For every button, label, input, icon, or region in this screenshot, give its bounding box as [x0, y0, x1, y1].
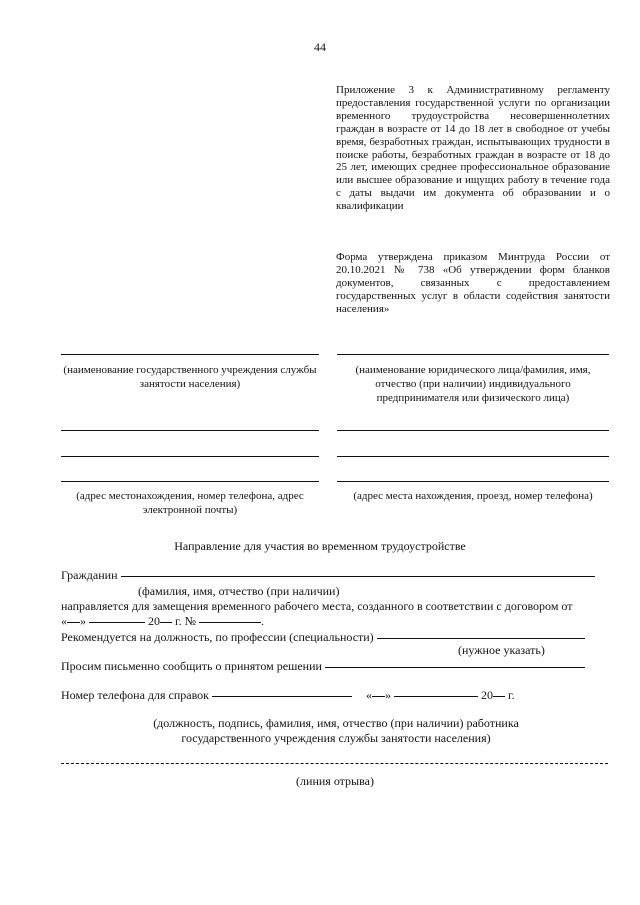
- cut-line: [61, 763, 608, 764]
- sent-text: направляется для замещения временного рабочего места, созданного в соответствии с договором от: [61, 599, 573, 613]
- contract-day-field[interactable]: [67, 611, 80, 623]
- phone-month-field[interactable]: [394, 685, 478, 697]
- decision-field[interactable]: [325, 656, 585, 668]
- left-address-caption: (адрес местонахождения, номер телефона, адрес электронной почты): [76, 490, 304, 516]
- right-name-line[interactable]: [337, 354, 609, 355]
- phone-number-field[interactable]: [212, 685, 352, 697]
- right-address-line-1[interactable]: [337, 430, 609, 431]
- request-row: [61, 658, 585, 674]
- form-approval-note: Форма утверждена приказом Минтруда России от 20.10.2021 № 738 «Об утверждении форм бланков документов, связанных с предоставлением государственных услуг в области содействия занятости населения»: [336, 251, 610, 315]
- right-address-line-3[interactable]: [337, 481, 609, 482]
- contract-date-row: « » 20 г. № .: [61, 613, 264, 629]
- left-name-line[interactable]: [61, 354, 319, 355]
- citizen-label: Гражданин: [61, 568, 118, 582]
- phone-day-field[interactable]: [372, 685, 385, 697]
- signature-caption: (должность, подпись, фамилия, имя, отчество (при наличии) работника государственного учреждения службы занятости населения): [153, 716, 519, 745]
- phone-year-field[interactable]: [493, 685, 505, 697]
- left-address-line-1[interactable]: [61, 430, 319, 431]
- form-title: Направление для участия во временном трудоустройстве: [174, 539, 466, 553]
- contract-year-field[interactable]: [160, 611, 172, 623]
- left-name-caption: (наименование государственного учреждения службы занятости населения): [63, 364, 317, 390]
- right-name-caption: (наименование юридического лица/фамилия, имя, отчество (при наличии) индивидуального предпринимателя или физического лица): [355, 364, 591, 404]
- recommended-position-field[interactable]: [377, 627, 585, 639]
- contract-month-field[interactable]: [89, 611, 145, 623]
- citizen-row: [61, 567, 595, 583]
- contract-number-field[interactable]: [199, 611, 261, 623]
- citizen-name-field[interactable]: [121, 565, 595, 577]
- phone-row: Номер телефона для справок « » 20 г.: [61, 687, 515, 703]
- left-address-line-2[interactable]: [61, 456, 319, 457]
- recommended-caption: (нужное указать): [458, 643, 545, 657]
- recommended-label: Рекомендуется на должность, по профессии (специальности): [61, 630, 374, 644]
- citizen-caption: (фамилия, имя, отчество (при наличии): [138, 584, 340, 598]
- appendix-note: Приложение 3 к Административному регламенту предоставления государственной услуги по организации временного трудоустройства несовершеннолетних граждан в возрасте от 14 до 18 лет в свободное от учебы время, безработных граждан, испытывающих трудности в поиске работы, безработных граждан в возрасте от 18 до 25 лет, имеющих среднее профессиональное образование или высшее образование и ищущих работу в течение года с даты выдачи им документа об образовании и о квалификации: [336, 84, 610, 213]
- left-address-line-3[interactable]: [61, 481, 319, 482]
- right-address-line-2[interactable]: [337, 456, 609, 457]
- cut-line-caption: (линия отрыва): [296, 774, 374, 788]
- right-address-caption: (адрес места нахождения, проезд, номер телефона): [353, 490, 593, 502]
- phone-label: Номер телефона для справок: [61, 688, 210, 702]
- page-number: 44: [314, 40, 326, 54]
- request-label: Просим письменно сообщить о принятом решении: [61, 659, 322, 673]
